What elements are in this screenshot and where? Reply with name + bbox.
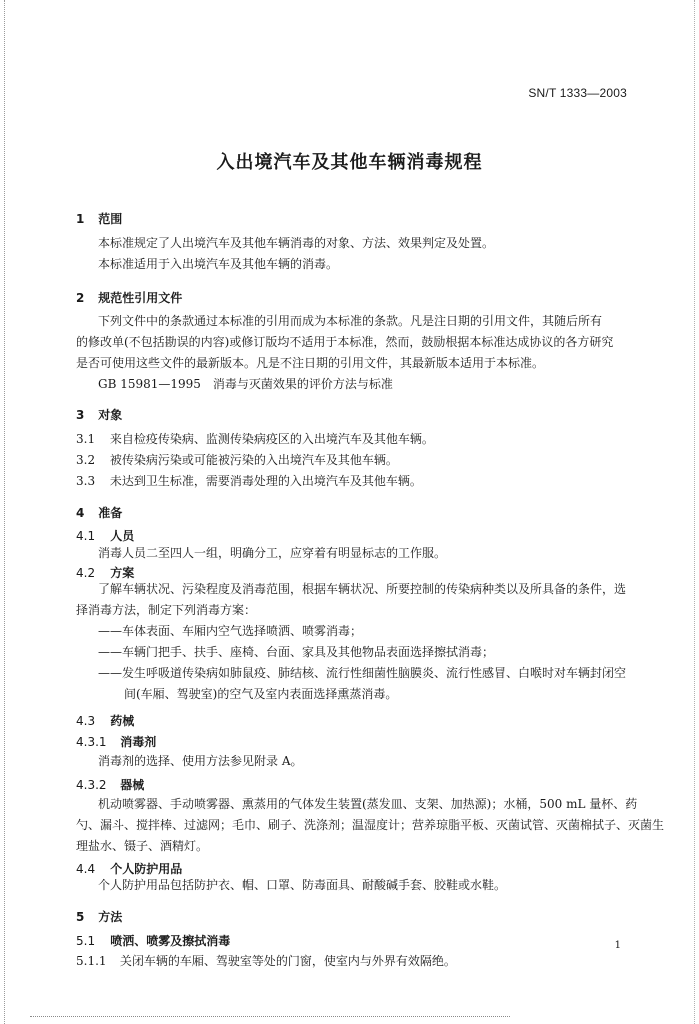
item-text: 关闭车辆的车厢、驾驶室等处的门窗，使室内与外界有效隔绝。 bbox=[119, 954, 456, 968]
section-title: 规范性引用文件 bbox=[98, 291, 183, 305]
item-text: 来自检疫传染病、监测传染病疫区的入出境汽车及其他车辆。 bbox=[109, 432, 434, 446]
subsection-4-1-heading bbox=[76, 527, 134, 544]
subsection-number: 4.3.2 bbox=[76, 778, 107, 792]
section-number: 3 bbox=[76, 408, 85, 422]
subsection-title: 喷洒、喷雾及擦拭消毒 bbox=[110, 934, 231, 948]
subsection-number: 4.1 bbox=[76, 529, 96, 543]
subsection-4-3-2-line-3: 理盐水、镊子、酒精灯。 bbox=[76, 839, 209, 853]
section-2-paragraph-line-1: 下列文件中的条款通过本标准的引用而成为本标准的条款。凡是注日期的引用文件，其随后所有 bbox=[98, 314, 603, 328]
subsection-title: 消毒剂 bbox=[120, 735, 157, 749]
subsection-4-3-2-heading bbox=[76, 776, 144, 793]
subsection-4-2-line-1: 了解车辆状况、污染程度及消毒范围，根据车辆状况、所要控制的传染病种类以及所具备的条件，选 bbox=[98, 582, 627, 596]
section-number: 2 bbox=[76, 291, 85, 305]
subsection-number: 4.4 bbox=[76, 862, 96, 876]
subsection-4-3-heading bbox=[76, 712, 134, 729]
list-item bbox=[76, 472, 422, 489]
page-number: 1 bbox=[614, 940, 621, 951]
subsection-title: 器械 bbox=[120, 778, 145, 792]
section-2-paragraph-line-3: 是否可使用这些文件的最新版本。凡是不注日期的引用文件，其最新版本适用于本标准。 bbox=[76, 356, 545, 370]
section-title: 方法 bbox=[98, 910, 123, 924]
item-number: 5.1.1 bbox=[76, 954, 107, 968]
list-item bbox=[76, 952, 456, 969]
normative-reference: GB 15981—1995 消毒与灭菌效果的评价方法与标准 bbox=[98, 377, 393, 391]
subsection-title: 药械 bbox=[110, 714, 135, 728]
subsection-title: 人员 bbox=[110, 529, 135, 543]
standard-number: SN/T 1333—2003 bbox=[528, 86, 627, 100]
section-title: 对象 bbox=[98, 408, 123, 422]
dash-item-spray: ——车体表面、车厢内空气选择喷洒、喷雾消毒； bbox=[98, 624, 363, 638]
dash-item-wipe: ——车辆门把手、扶手、座椅、台面、家具及其他物品表面选择擦拭消毒； bbox=[98, 645, 495, 659]
subsection-4-3-1-heading bbox=[76, 733, 156, 750]
subsection-5-1-heading bbox=[76, 932, 230, 949]
dash-item-fumigation-line-1: ——发生呼吸道传染病如肺鼠疫、肺结核、流行性细菌性脑膜炎、流行性感冒、白喉时对车辆封闭空 bbox=[98, 666, 627, 680]
section-title: 范围 bbox=[98, 212, 123, 226]
subsection-4-2-line-2: 择消毒方法，制定下列消毒方案： bbox=[76, 603, 257, 617]
list-item bbox=[76, 430, 434, 447]
section-number: 4 bbox=[76, 506, 85, 520]
subsection-number: 4.3 bbox=[76, 714, 96, 728]
section-4-heading bbox=[76, 504, 122, 521]
section-1-paragraph-2: 本标准适用于入出境汽车及其他车辆的消毒。 bbox=[98, 257, 339, 271]
subsection-number: 4.2 bbox=[76, 566, 96, 580]
subsection-4-3-2-line-2: 勺、漏斗、搅拌棒、过滤网；毛巾、刷子、洗涤剂；温湿度计；营养琼脂平板、灭菌试管、灭菌棉拭子、灭菌生 bbox=[76, 818, 665, 832]
subsection-title: 个人防护用品 bbox=[110, 862, 183, 876]
section-title: 准备 bbox=[98, 506, 123, 520]
section-number: 5 bbox=[76, 910, 85, 924]
item-number: 3.2 bbox=[76, 453, 96, 467]
subsection-4-3-2-line-1: 机动喷雾器、手动喷雾器、熏蒸用的气体发生装置(蒸发皿、支架、加热源)；水桶，500 mL 量杯、药 bbox=[98, 797, 638, 811]
subsection-title: 方案 bbox=[110, 566, 135, 580]
section-5-heading bbox=[76, 908, 122, 925]
subsection-4-1-text: 消毒人员二至四人一组，明确分工，应穿着有明显标志的工作服。 bbox=[98, 546, 447, 560]
list-item bbox=[76, 451, 398, 468]
section-2-paragraph-line-2: 的修改单(不包括勘误的内容)或修订版均不适用于本标准，然而，鼓励根据本标准达成协议的各方研究 bbox=[76, 335, 614, 349]
scan-edge-bottom bbox=[30, 1016, 510, 1019]
section-2-heading bbox=[76, 289, 182, 306]
section-1-paragraph-1: 本标准规定了人出境汽车及其他车辆消毒的对象、方法、效果判定及处置。 bbox=[98, 236, 495, 250]
section-3-heading bbox=[76, 406, 122, 423]
item-text: 被传染病污染或可能被污染的入出境汽车及其他车辆。 bbox=[109, 453, 398, 467]
section-1-heading bbox=[76, 210, 122, 227]
item-number: 3.3 bbox=[76, 474, 96, 488]
item-text: 未达到卫生标准，需要消毒处理的入出境汽车及其他车辆。 bbox=[109, 474, 422, 488]
section-number: 1 bbox=[76, 212, 85, 226]
document-title: 入出境汽车及其他车辆消毒规程 bbox=[216, 152, 483, 173]
subsection-number: 5.1 bbox=[76, 934, 96, 948]
subsection-4-3-1-text: 消毒剂的选择、使用方法参见附录 A。 bbox=[98, 754, 303, 768]
subsection-number: 4.3.1 bbox=[76, 735, 107, 749]
item-number: 3.1 bbox=[76, 432, 96, 446]
dash-item-fumigation-line-2: 间(车厢、驾驶室)的空气及室内表面选择熏蒸消毒。 bbox=[124, 687, 398, 701]
subsection-4-4-text: 个人防护用品包括防护衣、帽、口罩、防毒面具、耐酸碱手套、胶鞋或水鞋。 bbox=[98, 878, 507, 892]
